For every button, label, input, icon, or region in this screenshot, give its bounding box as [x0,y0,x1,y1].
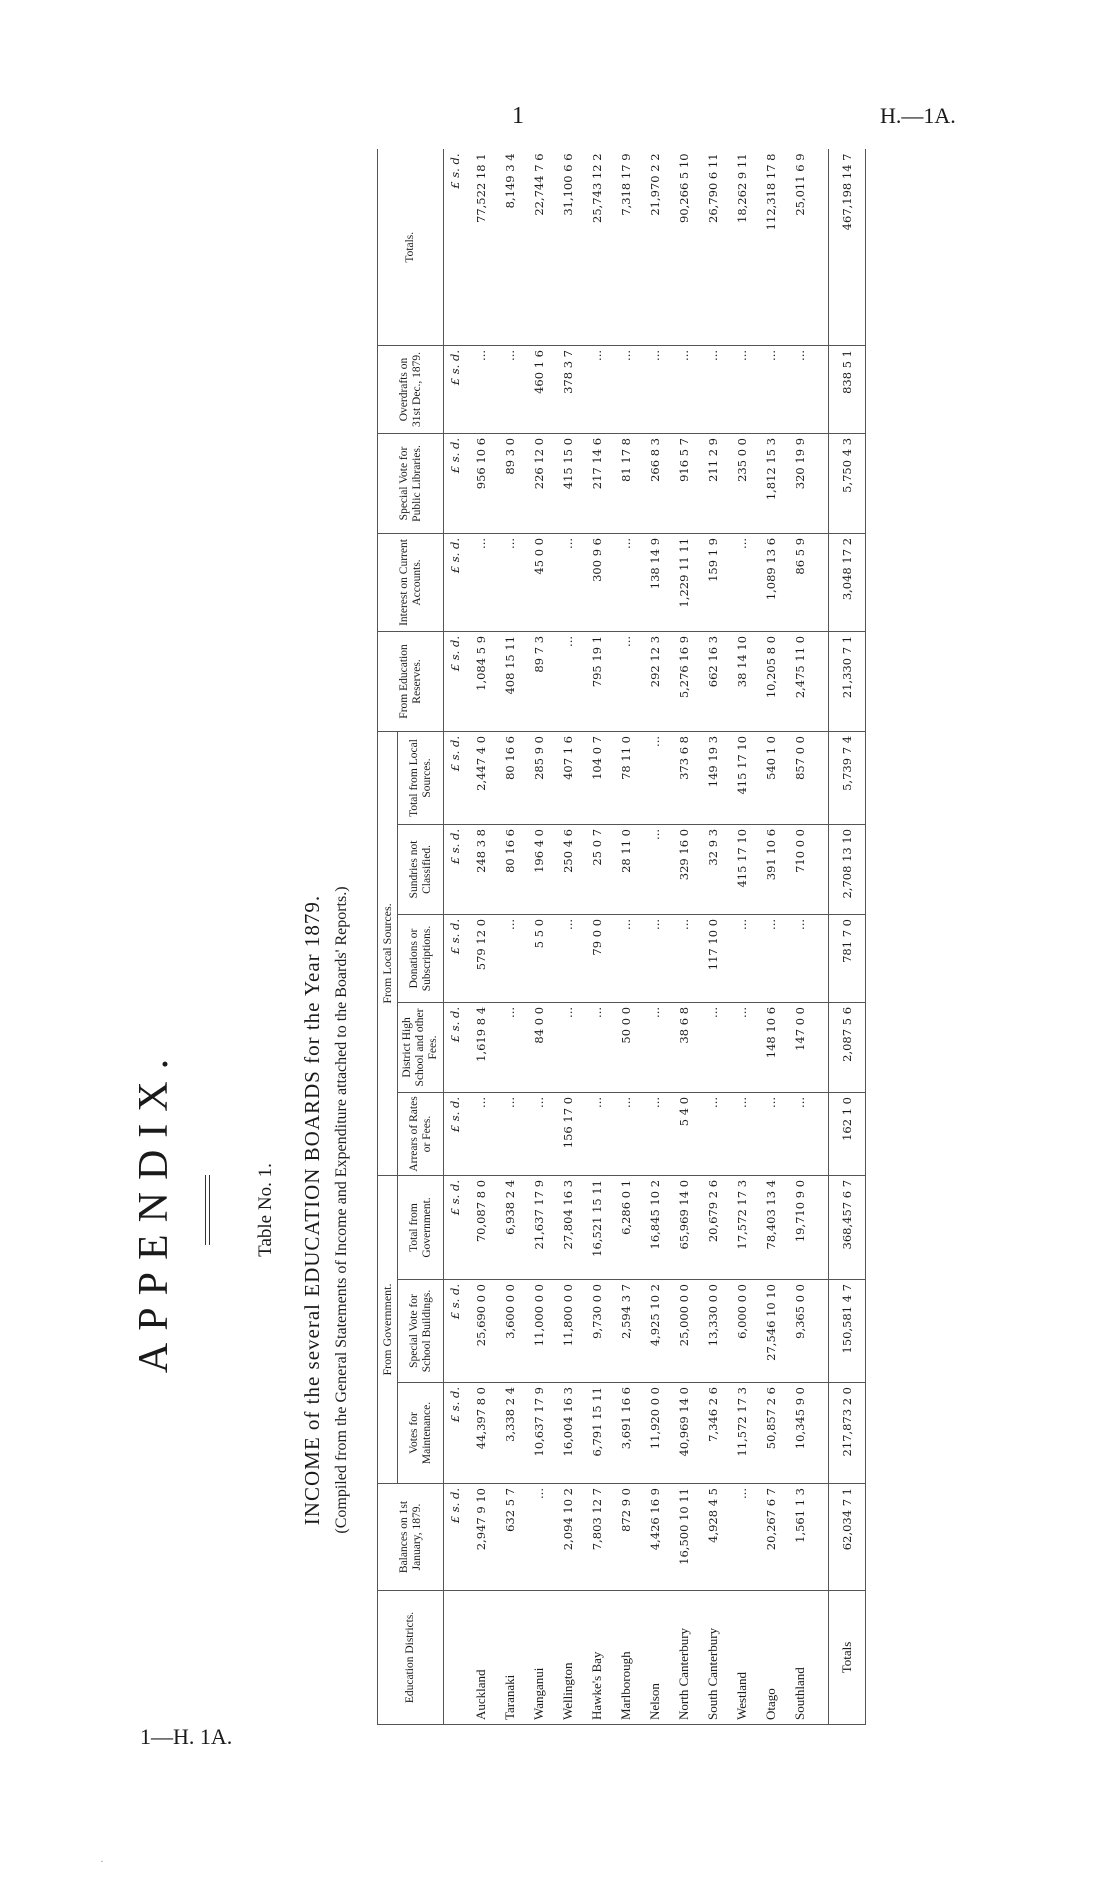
table-cell: ... [495,914,524,1002]
table-cell: 5 5 0 [524,914,553,1002]
table-cell: 1,084 5 9 [466,631,495,731]
table-cell: 415 17 10 [727,731,756,824]
table-cell: ... [466,1092,495,1175]
table-cell: 391 10 6 [756,824,785,914]
table-cell: 25,743 12 2 [582,149,611,345]
table-cell: 78 11 0 [611,731,640,824]
spacer-cell [814,533,829,631]
table-cell: 6,938 2 4 [495,1175,524,1279]
table-cell: 1,229 11 11 [669,533,698,631]
col-header-total-local: Total from Local Sources. [398,731,444,824]
table-cell: 460 1 6 [524,345,553,433]
spacer-cell [814,914,829,1002]
table-cell: ... [727,914,756,1002]
table-cell: ... [727,1484,756,1591]
table-cell: 1,089 13 6 [756,533,785,631]
district-name: Nelson [640,1591,669,1725]
table-cell: ... [640,824,669,914]
table-cell: ... [756,345,785,433]
title-rule [205,1175,210,1245]
table-cell: 6,000 0 0 [727,1280,756,1383]
units-cell: £ s. d. [444,824,467,914]
district-name: Wellington [553,1591,582,1725]
units-cell-empty [444,1591,467,1725]
table-cell: 22,744 7 6 [524,149,553,345]
table-cell: 148 10 6 [756,1002,785,1092]
totals-cell: 217,873 2 0 [829,1383,866,1484]
district-name: North Canterbury [669,1591,698,1725]
group-header-government: From Government. [378,1175,398,1483]
table-cell: 159 1 9 [698,533,727,631]
district-name: Taranaki [495,1591,524,1725]
table-cell: 44,397 8 0 [466,1383,495,1484]
table-cell: 16,521 15 11 [582,1175,611,1279]
table-cell: 26,790 6 11 [698,149,727,345]
table-cell: 78,403 13 4 [756,1175,785,1279]
totals-cell: 781 7 0 [829,914,866,1002]
table-cell: 300 9 6 [582,533,611,631]
district-name: Auckland [466,1591,495,1725]
table-cell: ... [553,631,582,731]
spacer-cell [814,1484,829,1591]
totals-cell: 5,739 7 4 [829,731,866,824]
page-number: 1 [512,103,524,129]
units-cell: £ s. d. [444,149,467,345]
table-cell: 38 6 8 [669,1002,698,1092]
table-cell: ... [466,533,495,631]
units-cell: £ s. d. [444,1092,467,1175]
col-header-high-school-fees: District High School and other Fees. [398,1002,444,1092]
table-cell: 81 17 8 [611,433,640,533]
table-cell: ... [611,631,640,731]
table-row [524,149,553,1724]
table-cell: ... [727,1092,756,1175]
col-header-libraries: Special Vote for Public Libraries. [378,433,444,533]
table-cell: 84 0 0 [524,1002,553,1092]
units-cell: £ s. d. [444,731,467,824]
table-cell: 25,011 6 9 [785,149,814,345]
table-cell: 17,572 17 3 [727,1175,756,1279]
table-cell: 11,000 0 0 [524,1280,553,1383]
table-cell: ... [698,1002,727,1092]
table-row [553,149,582,1724]
table-cell: 89 7 3 [524,631,553,731]
units-row [444,149,467,1724]
table-cell: ... [785,1092,814,1175]
table-cell: 3,338 2 4 [495,1383,524,1484]
spacer-cell [814,433,829,533]
table-cell: 235 0 0 [727,433,756,533]
totals-cell: 467,198 14 7 [829,149,866,345]
totals-cell: 2,708 13 10 [829,824,866,914]
totals-cell: 62,034 7 1 [829,1484,866,1591]
table-cell: 21,637 17 9 [524,1175,553,1279]
table-cell: 25 0 7 [582,824,611,914]
col-header-total-government: Total from Government. [398,1175,444,1279]
table-cell: ... [582,345,611,433]
table-cell: 2,475 11 0 [785,631,814,731]
spacer-cell [814,1092,829,1175]
table-cell: 16,845 10 2 [640,1175,669,1279]
table-caption: INCOME of the several EDUCATION BOARDS for the Year 1879. [300,894,324,1526]
table-cell: ... [553,533,582,631]
table-cell: 65,969 14 0 [669,1175,698,1279]
spacer-cell [814,731,829,824]
table-cell: 77,522 18 1 [466,149,495,345]
table-cell: ... [756,1092,785,1175]
table-cell: ... [495,533,524,631]
table-row [756,149,785,1724]
table-cell: ... [582,1002,611,1092]
table-cell: 80 16 6 [495,824,524,914]
table-cell: ... [524,1484,553,1591]
table-row [495,149,524,1724]
table-cell: 25,690 0 0 [466,1280,495,1383]
table-cell: 38 14 10 [727,631,756,731]
spacer-cell [814,149,829,345]
table-cell: ... [727,345,756,433]
table-number: Table No. 1. [255,1163,276,1257]
table-cell: 16,500 10 11 [669,1484,698,1591]
document-code-top: H.—1A. [880,103,956,128]
income-table-wrap [377,150,866,1725]
col-header-overdrafts: Overdrafts on 31st Dec., 1879. [378,345,444,433]
totals-cell: 21,330 7 1 [829,631,866,731]
table-cell: 196 4 0 [524,824,553,914]
table-cell: 795 19 1 [582,631,611,731]
totals-cell: 838 5 1 [829,345,866,433]
table-cell: 320 19 9 [785,433,814,533]
table-cell: 248 3 8 [466,824,495,914]
table-cell: 285 9 0 [524,731,553,824]
spacer-row [814,149,829,1724]
document-code-bottom: 1—H. 1A. [140,1724,233,1749]
table-cell: 4,426 16 9 [640,1484,669,1591]
table-cell: 415 15 0 [553,433,582,533]
table-row [698,149,727,1724]
table-cell: 7,318 17 9 [611,149,640,345]
table-cell: 89 3 0 [495,433,524,533]
table-cell: 8,149 3 4 [495,149,524,345]
units-cell: £ s. d. [444,631,467,731]
table-cell: 378 3 7 [553,345,582,433]
spacer-cell [814,1175,829,1279]
table-cell: 266 8 3 [640,433,669,533]
table-cell: 70,087 8 0 [466,1175,495,1279]
table-cell: 80 16 6 [495,731,524,824]
table-body [444,149,866,1724]
table-row [611,149,640,1724]
table-cell: 104 0 7 [582,731,611,824]
spacer-cell [814,1280,829,1383]
table-cell: ... [611,1092,640,1175]
table-cell: ... [495,1092,524,1175]
table-cell: 1,812 15 3 [756,433,785,533]
district-name: Westland [727,1591,756,1725]
table-cell: 138 14 9 [640,533,669,631]
col-header-school-buildings: Special Vote for School Buildings. [398,1280,444,1383]
table-cell: 579 12 0 [466,914,495,1002]
totals-cell: 162 1 0 [829,1092,866,1175]
table-cell: ... [611,914,640,1002]
table-cell: 25,000 0 0 [669,1280,698,1383]
table-cell: ... [640,731,669,824]
table-cell: 250 4 6 [553,824,582,914]
table-cell: ... [669,914,698,1002]
district-name: Hawke's Bay [582,1591,611,1725]
table-cell: 9,365 0 0 [785,1280,814,1383]
col-header-reserves: From Education Reserves. [378,631,444,731]
table-cell: 632 5 7 [495,1484,524,1591]
table-cell: ... [669,345,698,433]
table-cell: ... [611,345,640,433]
table-cell: 211 2 9 [698,433,727,533]
table-cell: 28 11 0 [611,824,640,914]
table-cell: 540 1 0 [756,731,785,824]
units-cell: £ s. d. [444,433,467,533]
district-name: Marlborough [611,1591,640,1725]
table-cell: 2,947 9 10 [466,1484,495,1591]
table-cell: 4,925 10 2 [640,1280,669,1383]
district-name: Southland [785,1591,814,1725]
table-cell: 408 15 11 [495,631,524,731]
totals-cell: 2,087 5 6 [829,1002,866,1092]
table-cell: ... [727,533,756,631]
table-cell: ... [495,1002,524,1092]
table-cell: 710 0 0 [785,824,814,914]
table-cell: 86 5 9 [785,533,814,631]
table-cell: 112,318 17 8 [756,149,785,345]
units-cell: £ s. d. [444,1280,467,1383]
table-cell: ... [698,345,727,433]
table-subcaption: (Compiled from the General Statements of Income and Expenditure attached to the Boards' Reports.) [333,886,350,1534]
totals-cell: 150,581 4 7 [829,1280,866,1383]
table-cell: ... [524,1092,553,1175]
table-cell: 292 12 3 [640,631,669,731]
table-cell: 226 12 0 [524,433,553,533]
col-header-arrears: Arrears of Rates or Fees. [398,1092,444,1175]
table-cell: 4,928 4 5 [698,1484,727,1591]
table-cell: 40,969 14 0 [669,1383,698,1484]
table-cell: 2,594 3 7 [611,1280,640,1383]
table-cell: 18,262 9 11 [727,149,756,345]
table-cell: ... [698,1092,727,1175]
table-cell: 27,546 10 10 [756,1280,785,1383]
stray-mark: · [100,1854,104,1868]
col-header-donations: Donations or Subscriptions. [398,914,444,1002]
table-cell: 217 14 6 [582,433,611,533]
totals-cell: 3,048 17 2 [829,533,866,631]
table-cell: ... [582,1092,611,1175]
totals-row [829,149,866,1724]
totals-label: Totals [829,1591,866,1725]
table-cell: 1,561 1 3 [785,1484,814,1591]
col-header-district: Education Districts. [378,1591,444,1725]
table-cell: 32 9 3 [698,824,727,914]
table-cell: 27,804 16 3 [553,1175,582,1279]
table-row [727,149,756,1724]
table-cell: 662 16 3 [698,631,727,731]
units-cell: £ s. d. [444,1002,467,1092]
table-cell: 149 19 3 [698,731,727,824]
table-cell: 45 0 0 [524,533,553,631]
table-cell: 21,970 2 2 [640,149,669,345]
table-cell: 11,800 0 0 [553,1280,582,1383]
table-cell: 147 0 0 [785,1002,814,1092]
table-cell: 857 0 0 [785,731,814,824]
table-cell: 11,572 17 3 [727,1383,756,1484]
units-cell: £ s. d. [444,345,467,433]
table-cell: 31,100 6 6 [553,149,582,345]
table-cell: 90,266 5 10 [669,149,698,345]
col-header-balances: Balances on 1st January, 1879. [378,1484,444,1591]
col-header-maintenance: Votes for Maintenance. [398,1383,444,1484]
table-cell: 117 10 0 [698,914,727,1002]
table-cell: 407 1 6 [553,731,582,824]
totals-cell: 368,457 6 7 [829,1175,866,1279]
units-cell: £ s. d. [444,533,467,631]
table-row [582,149,611,1724]
table-cell: ... [727,1002,756,1092]
district-name: Wanganui [524,1591,553,1725]
table-cell: 13,330 0 0 [698,1280,727,1383]
table-row [669,149,698,1724]
table-cell: 16,004 16 3 [553,1383,582,1484]
table-cell: 6,791 15 11 [582,1383,611,1484]
col-header-interest: Interest on Current Accounts. [378,533,444,631]
appendix-title: APPENDIX. [131,1046,177,1374]
table-cell: 2,094 10 2 [553,1484,582,1591]
table-cell: 7,346 2 6 [698,1383,727,1484]
rotated-table-sheet [120,150,990,1725]
income-table [377,149,866,1725]
table-cell: ... [640,1092,669,1175]
table-cell: 7,803 12 7 [582,1484,611,1591]
table-cell: 5 4 0 [669,1092,698,1175]
units-cell: £ s. d. [444,914,467,1002]
table-row [640,149,669,1724]
table-row [466,149,495,1724]
table-cell: ... [785,914,814,1002]
spacer-cell [814,631,829,731]
spacer-cell [814,1591,829,1725]
table-cell: 872 9 0 [611,1484,640,1591]
table-cell: ... [611,533,640,631]
spacer-cell [814,1002,829,1092]
table-cell: 3,600 0 0 [495,1280,524,1383]
table-cell: 329 16 0 [669,824,698,914]
table-cell: 415 17 10 [727,824,756,914]
table-cell: 19,710 9 0 [785,1175,814,1279]
district-name: Otago [756,1591,785,1725]
table-cell: 10,205 8 0 [756,631,785,731]
table-cell: 2,447 4 0 [466,731,495,824]
table-cell: 50,857 2 6 [756,1383,785,1484]
table-cell: 6,286 0 1 [611,1175,640,1279]
table-cell: ... [785,345,814,433]
spacer-cell [814,1383,829,1484]
table-cell: ... [756,914,785,1002]
table-cell: 956 10 6 [466,433,495,533]
table-cell: ... [495,345,524,433]
table-cell: ... [553,1002,582,1092]
table-cell: ... [640,1002,669,1092]
table-row [785,149,814,1724]
table-cell: 916 5 7 [669,433,698,533]
table-cell: 10,637 17 9 [524,1383,553,1484]
table-cell: 1,619 8 4 [466,1002,495,1092]
table-cell: 79 0 0 [582,914,611,1002]
units-cell: £ s. d. [444,1383,467,1484]
units-cell: £ s. d. [444,1484,467,1591]
table-cell: 373 6 8 [669,731,698,824]
table-cell: 11,920 0 0 [640,1383,669,1484]
table-cell: 3,691 16 6 [611,1383,640,1484]
table-cell: ... [640,345,669,433]
table-cell: ... [553,914,582,1002]
district-name: South Canterbury [698,1591,727,1725]
table-cell: 9,730 0 0 [582,1280,611,1383]
totals-cell: 5,750 4 3 [829,433,866,533]
table-cell: 50 0 0 [611,1002,640,1092]
table-cell: 20,679 2 6 [698,1175,727,1279]
table-cell: 156 17 0 [553,1092,582,1175]
units-cell: £ s. d. [444,1175,467,1279]
table-cell: ... [466,345,495,433]
col-header-sundries: Sundries not Classified. [398,824,444,914]
col-header-totals: Totals. [378,149,444,345]
spacer-cell [814,345,829,433]
table-cell: 20,267 6 7 [756,1484,785,1591]
table-cell: ... [640,914,669,1002]
spacer-cell [814,824,829,914]
group-header-local: From Local Sources. [378,731,398,1175]
table-cell: 10,345 9 0 [785,1383,814,1484]
table-cell: 5,276 16 9 [669,631,698,731]
